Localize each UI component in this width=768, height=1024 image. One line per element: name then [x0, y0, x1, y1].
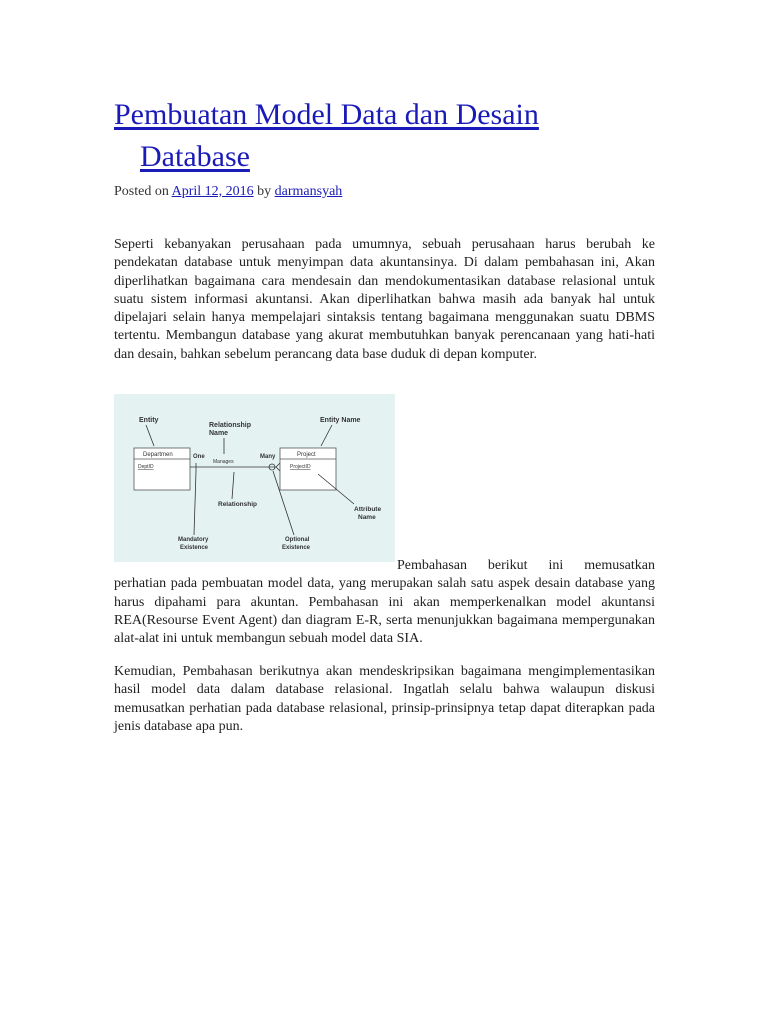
diagram-label-optional-1: Optional	[285, 537, 310, 543]
department-entity-name: Departmen	[143, 452, 173, 458]
cardinality-many: Many	[260, 454, 276, 460]
crowfoot-lower	[276, 467, 280, 471]
post-meta	[114, 183, 342, 201]
diagram-label-relname-2: Name	[209, 430, 229, 437]
paragraph-with-figure	[114, 417, 655, 648]
relationship-verb: Manages	[213, 459, 234, 465]
diagram-label-mandatory-1: Mandatory	[178, 537, 209, 543]
paragraph-implementation: Kemudian, Pembahasan berikutnya akan mendeskripsikan bagaimana mengimplementasikan hasil model data dalam database relasional. Ingatlah selalu bahwa walaupun diskusi memusatkan perhatian pada database relasional, prinsip-prinsipnya tetap dapat diterapkan pada jenis database apa pun.	[114, 664, 655, 734]
project-entity-name: Project	[297, 452, 316, 458]
diagram-label-optional-2: Existence	[282, 545, 311, 551]
diagram-label-attribute-1: Attribute	[354, 506, 382, 513]
er-diagram-figure	[114, 394, 395, 562]
crowfoot-upper	[276, 463, 280, 467]
diagram-label-entity-name: Entity Name	[320, 417, 361, 424]
diagram-label-attribute-2: Name	[358, 514, 376, 521]
entity-pointer	[146, 425, 154, 446]
er-diagram	[114, 394, 395, 562]
meta-prefix: Posted on	[114, 184, 169, 199]
post-title-line1: Pembuatan Model Data dan Desain	[114, 98, 539, 131]
department-key: DeptID	[138, 464, 154, 470]
diagram-label-relname-1: Relationship	[209, 422, 252, 429]
relationship-pointer	[232, 472, 234, 499]
mandatory-pointer	[194, 471, 196, 535]
paragraph-rea: Pembahasan berikut ini memusatkan perhatian pada pembuatan model data, yang merupakan salah satu aspek desain database yang harus dipahami para akuntan. Pembahasan ini akan memperkenalkan model akuntansi REA(Resourse Event Agent) dan diagram E-R, serta menunjukkan bagaimana mempergunakan alat-alat ini untuk membangun sebuah model data SIA.	[114, 558, 655, 647]
cardinality-one: One	[193, 454, 205, 460]
post-author-link[interactable]: darmansyah	[274, 184, 343, 199]
entity-name-pointer	[321, 425, 332, 446]
post-title-line2: Database	[140, 140, 250, 173]
meta-by: by	[257, 184, 272, 199]
post-title	[114, 94, 674, 178]
diagram-label-relationship: Relationship	[218, 501, 258, 508]
diagram-label-mandatory-2: Existence	[180, 545, 209, 551]
post-date-link[interactable]: April 12, 2016	[171, 184, 254, 199]
project-key: ProjectID	[290, 464, 311, 470]
paragraph-intro: Seperti kebanyakan perusahaan pada umumnya, sebuah perusahaan harus berubah ke pendekatan database untuk menyimpan data akuntansinya. Di dalam pembahasan ini, Akan diperlihatkan bagaimana cara mendesain dan mendokumentasikan database relasional untuk suatu sistem informasi akuntansi. Akan diperlihatkan bahwa masih ada banyak hal untuk dipelajari selain hanya mempelajari sintaksis tentang bagaimana menggunakan suatu DBMS tertentu. Membangun database yang akurat membutuhkan banyak perencanaan yang hati-hati dan desain, bahkan sebelum perancang data base duduk di depan komputer.	[114, 237, 655, 362]
diagram-label-entity: Entity	[139, 417, 159, 424]
post-title-link[interactable]	[114, 98, 674, 178]
